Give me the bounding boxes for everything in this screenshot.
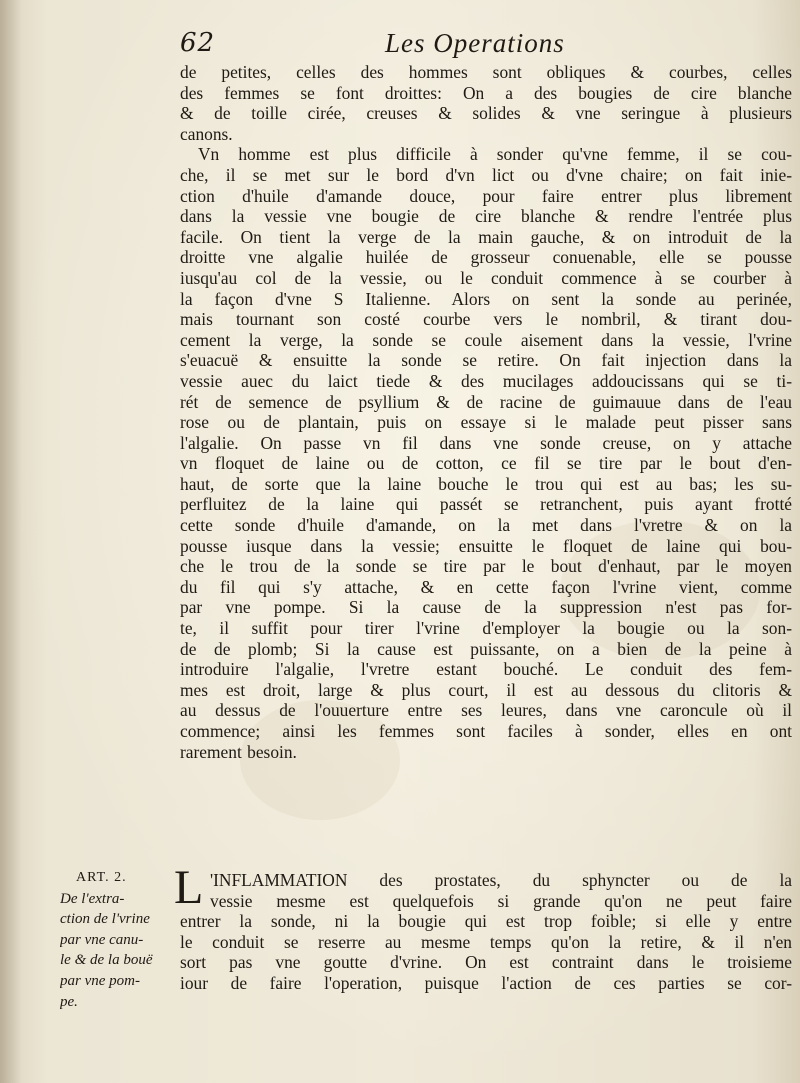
text-line: Vn homme est plus difficile à sonder qu'vne femme, il se cou- <box>198 144 792 165</box>
text-line: rarement besoin. <box>180 741 297 762</box>
article-label: ART. 2. <box>76 870 127 885</box>
text-line: rét de semence de psyllium & de racine de guimauue dans de l'eau <box>180 391 792 412</box>
text-line: cette sonde d'huile d'amande, on la met dans l'vretre & on la <box>180 515 792 536</box>
text-line: s'euacuë & ensuitte la sonde se retire. On fait injection dans la <box>180 350 792 371</box>
text-line: cement la verge, la sonde se coule aisement dans la vessie, l'vrine <box>180 329 792 350</box>
article-text-line: le conduit se reserre au mesme temps qu'on la retire, & il n'en <box>180 931 792 952</box>
article-text-line: vessie mesme est quelquefois si grande qu'on ne peut faire <box>210 890 792 911</box>
text-line: vn floquet de laine ou de cotton, ce fil se tire par le bout d'en- <box>180 453 792 474</box>
text-line: che, il se met sur le bord d'vn lict ou d'vne chaire; on fait inie- <box>180 164 792 185</box>
text-line: che le trou de la sonde se tire par le bout d'enhaut, par le moyen <box>180 556 792 577</box>
text-line: pousse iusque dans la vessie; ensuitte le floquet de laine qui bou- <box>180 535 792 556</box>
text-line: haut, de sorte que la laine bouche le trou qui est au bas; les su- <box>180 473 792 494</box>
margin-note-line: De l'extra- <box>60 890 125 907</box>
text-line: au dessus de l'ouuerture entre ses leures, dans vne caroncule où il <box>180 700 792 721</box>
text-line: l'algalie. On passe vn fil dans vne sonde creuse, on y attache <box>180 432 792 453</box>
margin-note-line: par vne pom- <box>60 972 140 989</box>
text-line: de petites, celles des hommes sont obliques & courbes, celles <box>180 62 792 82</box>
drop-cap: L <box>174 861 204 914</box>
main-text-block <box>180 62 792 762</box>
text-line: de de plomb; Si la cause est puissante, on a bien de la peine à <box>180 638 792 659</box>
text-line: te, il suffit pour tirer l'vrine d'employer la bougie ou la son- <box>180 618 792 639</box>
text-line: mais tournant son costé courbe vers le nombril, & tirant dou- <box>180 309 792 330</box>
article-text-line: sort pas vne goutte d'vrine. On est contraint dans le troisieme <box>180 952 792 973</box>
text-line: ction d'huile d'amande douce, pour faire entrer plus librement <box>180 185 792 206</box>
margin-note-line: pe. <box>60 993 78 1010</box>
text-line: la façon d'vne S Italienne. Alors on sent la sonde au perinée, <box>180 288 792 309</box>
text-line: facile. On tient la verge de la main gauche, & on introduit de la <box>180 226 792 247</box>
text-line: des femmes se font droittes: On a des bougies de cire blanche <box>180 82 792 103</box>
margin-notes <box>60 868 178 1012</box>
text-line: dans la vessie vne bougie de cire blanche & rendre l'entrée plus <box>180 206 792 227</box>
text-line: mes est droit, large & plus court, il est au dessous du clitoris & <box>180 679 792 700</box>
article-2-text <box>174 861 792 994</box>
margin-note-line: ction de l'vrine <box>60 911 150 928</box>
text-line: du fil qui s'y attache, & en cette façon l'vrine vient, comme <box>180 576 792 597</box>
article-text-line: 'INFLAMMATION des prostates, du sphyncter ou de la <box>210 870 792 890</box>
text-line: par vne pompe. Si la cause de la suppression n'est pas for- <box>180 597 792 618</box>
text-line: & de toille cirée, creuses & solides & vne seringue à plusieurs <box>180 103 792 124</box>
text-line: droitte vne algalie huilée de grosseur conuenable, elle se pousse <box>180 247 792 268</box>
page-number: 62 <box>180 28 216 58</box>
text-line: commence; ainsi les femmes sont faciles à sonder, elles en ont <box>180 721 792 741</box>
gutter-shadow <box>0 0 22 1083</box>
text-line: introduire l'algalie, l'vretre estant bouché. Le conduit des fem- <box>180 659 792 680</box>
text-line: vessie auec du laict tiede & des mucilages addoucissans qui se ti- <box>180 370 792 391</box>
text-line: rose ou de plantain, puis on essaye si le malade peut pisser sans <box>180 412 792 433</box>
running-title: Les Operations <box>385 28 565 58</box>
page-header <box>180 28 780 62</box>
text-line: perfluitez de la laine qui passét se retranchent, puis ayant frotté <box>180 494 792 515</box>
article-text-line: iour de faire l'operation, puisque l'action de ces parties se cor- <box>180 972 792 993</box>
text-line: canons. <box>180 123 233 144</box>
text-line: iusqu'au col de la vessie, ou le conduit commence à se courber à <box>180 267 792 288</box>
margin-note-line: le & de la bouë <box>60 952 153 969</box>
margin-note-line: par vne canu- <box>60 931 144 948</box>
article-text-line: entrer la sonde, ni la bougie qui est trop foible; si elle y entre <box>180 911 792 932</box>
